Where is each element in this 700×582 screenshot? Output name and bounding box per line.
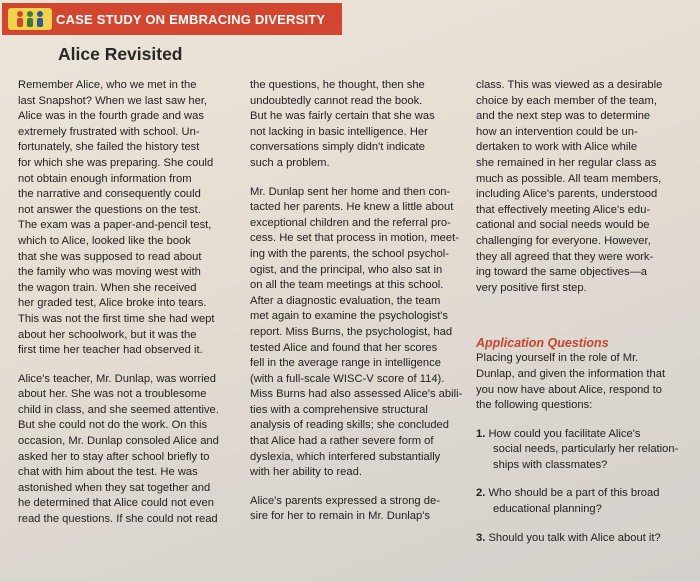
text-line: The exam was a paper-and-pencil test, [18,219,212,232]
text-line: her graded test, Alice broke into tears. [18,297,207,310]
question-line [476,486,698,502]
question-number: 3. [476,531,486,544]
text-line: ogist, and the principal, who also sat in [250,263,443,276]
question-gap [476,473,698,486]
text-line: ties with a comprehensive structural [250,403,428,416]
text-column-3 [476,78,698,546]
text-line: Miss Burns had also assessed Alice's abili- [250,388,463,401]
text-line: he determined that Alice could not even [18,497,214,510]
text-line: the following questions: [476,399,593,412]
text-line: about her. She was not a troublesome [18,388,207,401]
text-line: Alice's parents expressed a strong de- [250,494,440,507]
question-text: Who should be a part of this broad [488,487,660,500]
text-line: they all agreed that they were work- [476,250,654,263]
text-line: sire for her to remain in Mr. Dunlap's [250,510,430,523]
text-line: tacted her parents. He knew a little about [250,201,454,214]
question-line: ships with classmates? [493,458,608,471]
text-line: the wagon train. When she received [18,281,197,294]
text-line: for which she was preparing. She could [18,156,214,169]
text-line: the questions, he thought, then she [250,79,425,91]
text-line: on all the team meetings at this school. [250,279,444,292]
text-line: asked her to stay after school briefly to [18,450,210,463]
text-line: how an intervention could be un- [476,125,638,138]
text-line: astonished when they sat together and [18,481,211,494]
text-line: But she could not do the work. On this [18,419,208,432]
text-line: This was not the first time she had wept [18,312,215,325]
text-line: But he was fairly certain that she was [250,110,435,123]
section-gap [476,296,698,335]
text-line: met again to examine the psychologist's [250,310,449,323]
text-line: that Alice had a rather severe form of [250,435,434,448]
text-line: with her ability to read. [250,466,362,479]
question-number: 1. [476,427,486,440]
text-column-2 [250,78,466,525]
text-line: ing toward the same objectives—a [476,266,648,279]
text-line: dyslexia, which interfered substantially [250,450,441,463]
text-line: fell in the average range in intelligence [250,357,441,370]
text-line: Alice was in the fourth grade and was [18,110,204,123]
text-line: occasion, Mr. Dunlap consoled Alice and [18,435,219,448]
text-line: Alice's teacher, Mr. Dunlap, was worried [18,372,216,385]
text-line: chat with him about the test. He was [18,466,198,479]
text-line: Dunlap, and given the information that [476,367,666,380]
article-title: Alice Revisited [58,44,183,64]
text-line: about her schoolwork, but it was the [18,328,197,341]
text-line: and the next step was to determine [476,110,651,123]
paragraph-gap [250,172,466,185]
text-line: conversations simply didn't indicate [250,141,426,154]
text-line: not answer the questions on the test. [18,203,201,216]
question-text: Should you talk with Alice about it? [488,531,661,544]
text-line: cational and social needs would be [476,219,650,232]
text-line: analysis of reading skills; she concluded [250,419,449,432]
case-study-banner [2,3,342,35]
text-line: ing with the parents, the school psychol- [250,247,449,260]
text-line: that effectively meeting Alice's edu- [476,203,651,216]
paragraph-gap [18,359,244,372]
question-gap [476,414,698,427]
question-line: social needs, particularly her relation- [493,443,679,456]
text-line: very positive first step. [476,281,587,294]
text-line: Mr. Dunlap sent her home and then con- [250,185,451,198]
text-line: that she was supposed to read about [18,250,202,263]
text-line: undoubtedly cannot read the book. [250,94,423,107]
text-line: child in class, and she seemed attentive. [18,403,219,416]
text-line: first time her teacher had observed it. [18,344,203,357]
question-line [476,531,698,547]
people-group-icon [8,8,52,30]
text-line: After a diagnostic evaluation, the team [250,294,441,307]
text-line: not lacking in basic intelligence. Her [250,125,428,138]
text-line: the narrative and consequently could [18,188,201,201]
text-line: including Alice's parents, understood [476,188,658,201]
text-line: dertaken to work with Alice while [476,141,638,154]
text-line: not obtain enough information from [18,172,192,185]
text-line: Remember Alice, who we met in the [18,79,197,91]
text-line: choice by each member of the team, [476,94,657,107]
question-line: educational planning? [493,503,602,516]
text-line: she remained in her regular class as [476,156,657,169]
text-line: class. This was viewed as a desirable [476,79,663,91]
question-gap [476,518,698,531]
application-questions-heading: Application Questions [476,336,609,351]
text-line: fortunately, she failed the history test [18,141,200,154]
text-line: you now have about Alice, respond to [476,383,662,396]
text-line: which to Alice, looked like the book [18,234,191,247]
question-line [476,427,698,443]
banner-title: CASE STUDY ON EMBRACING DIVERSITY [56,11,326,27]
question-text: How could you facilitate Alice's [488,427,641,440]
text-line: (with a full-scale WISC-V score of 114). [250,372,445,385]
text-line: tested Alice and found that her scores [250,341,438,354]
text-line: the family who was moving west with [18,266,201,279]
text-line: Placing yourself in the role of Mr. [476,352,639,365]
text-column-1 [18,78,244,528]
text-line: last Snapshot? When we last saw her, [18,94,208,107]
text-line: read the questions. If she could not read [18,513,218,526]
question-number: 2. [476,487,486,500]
text-line: extremely frustrated with school. Un- [18,125,200,138]
paragraph-gap [250,481,466,494]
text-line: such a problem. [250,156,330,169]
text-line: challenging for everyone. However, [476,234,651,247]
text-line: cess. He set that process in motion, meet- [250,232,459,245]
text-line: exceptional children and the referral pro- [250,216,451,229]
text-line: report. Miss Burns, the psychologist, had [250,325,453,338]
text-line: much as possible. All team members, [476,172,662,185]
